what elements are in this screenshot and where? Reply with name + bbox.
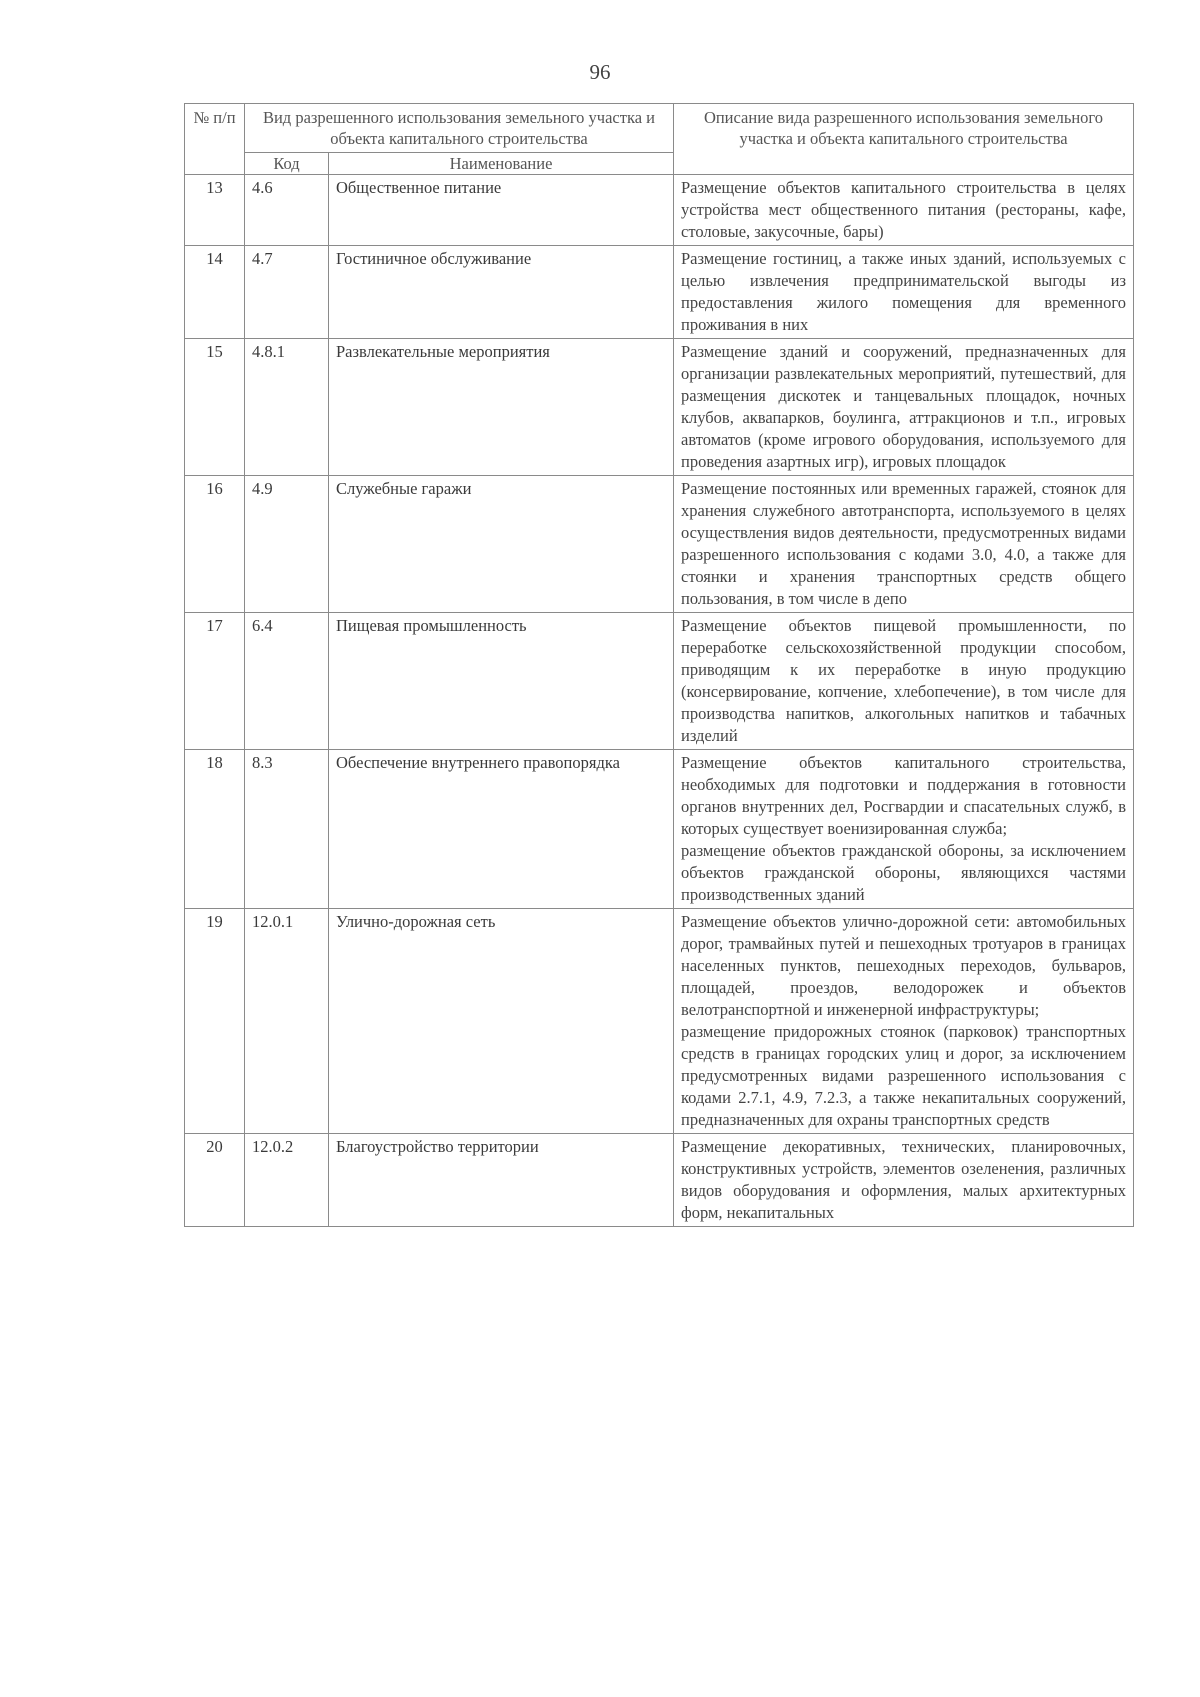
description-paragraph: Размещение декоративных, технических, планировочных, конструктивных устройств, элементов озеленения, различных видов оборудования и оформления, малых архитектурных форм, некапитальных	[681, 1137, 1126, 1222]
use-code: 4.8.1	[245, 339, 329, 476]
row-number: 18	[185, 750, 245, 909]
use-description	[674, 476, 1134, 613]
use-description	[674, 613, 1134, 750]
description-paragraph: Размещение постоянных или временных гаражей, стоянок для хранения служебного автотранспорта, используемого в целях осуществления видов деятельности, предусмотренных видами разрешенного использования с кодами 3.0, 4.0, а также для стоянки и хранения транспортных средств общего пользования, в том числе в депо	[681, 479, 1126, 608]
row-number: 17	[185, 613, 245, 750]
description-paragraph: Размещение гостиниц, а также иных зданий, используемых с целью извлечения предпринимательской выгоды из предоставления жилого помещения для временного проживания в них	[681, 249, 1126, 334]
description-paragraph: размещение придорожных стоянок (парковок) транспортных средств в границах городских улиц и дорог, за исключением предусмотренных видами разрешенного использования с кодами 2.7.1, 4.9, 7.2.3, а также некапитальных сооружений, предназначенных для охраны транспортных средств	[681, 1022, 1126, 1129]
use-description	[674, 750, 1134, 909]
description-paragraph: Размещение зданий и сооружений, предназначенных для организации развлекательных мероприятий, путешествий, для размещения дискотек и танцевальных площадок, ночных клубов, аквапарков, боулинга, аттракционов и т.п., игровых автоматов (кроме игрового оборудования, используемого для проведения азартных игр), игровых площадок	[681, 342, 1126, 471]
land-use-table	[184, 103, 1134, 1227]
use-name: Пищевая промышленность	[329, 613, 674, 750]
table-row	[185, 339, 1134, 476]
description-paragraph: Размещение объектов капитального строительства в целях устройства мест общественного питания (рестораны, кафе, столовые, закусочные, бары)	[681, 178, 1126, 241]
use-description	[674, 246, 1134, 339]
row-number: 20	[185, 1134, 245, 1227]
use-name: Развлекательные мероприятия	[329, 339, 674, 476]
table-header-row	[185, 104, 1134, 153]
row-number: 19	[185, 909, 245, 1134]
use-name: Благоустройство территории	[329, 1134, 674, 1227]
use-code: 12.0.2	[245, 1134, 329, 1227]
description-paragraph: Размещение объектов капитального строительства, необходимых для подготовки и поддержания в готовности органов внутренних дел, Росгвардии и спасательных служб, в которых существует военизированная служба;	[681, 753, 1126, 838]
table-row	[185, 175, 1134, 246]
description-paragraph: Размещение объектов пищевой промышленности, по переработке сельскохозяйственной продукции способом, приводящим к их переработке в иную продукцию (консервирование, копчение, хлебопечение), в том числе для производства напитков, алкогольных напитков и табачных изделий	[681, 616, 1126, 745]
row-number: 14	[185, 246, 245, 339]
use-name: Улично-дорожная сеть	[329, 909, 674, 1134]
use-description	[674, 339, 1134, 476]
header-name: Наименование	[329, 153, 674, 175]
table-row	[185, 1134, 1134, 1227]
use-name: Гостиничное обслуживание	[329, 246, 674, 339]
table-row	[185, 750, 1134, 909]
use-code: 4.6	[245, 175, 329, 246]
use-code: 4.9	[245, 476, 329, 613]
header-code: Код	[245, 153, 329, 175]
header-use-type: Вид разрешенного использования земельного участка и объекта капитального строительства	[245, 104, 674, 153]
table-row	[185, 909, 1134, 1134]
description-paragraph: Размещение объектов улично-дорожной сети: автомобильных дорог, трамвайных путей и пешеходных тротуаров в границах населенных пунктов, пешеходных переходов, бульваров, площадей, проездов, велодорожек и объектов велотранспортной и инженерной инфраструктуры;	[681, 912, 1126, 1019]
use-description	[674, 909, 1134, 1134]
page-number: 96	[589, 60, 611, 84]
row-number: 16	[185, 476, 245, 613]
description-paragraph: размещение объектов гражданской обороны, за исключением объектов гражданской обороны, являющихся частями производственных зданий	[681, 841, 1126, 904]
header-num: № п/п	[185, 104, 245, 175]
row-number: 13	[185, 175, 245, 246]
table-row	[185, 476, 1134, 613]
use-code: 8.3	[245, 750, 329, 909]
use-name: Служебные гаражи	[329, 476, 674, 613]
use-code: 4.7	[245, 246, 329, 339]
use-name: Общественное питание	[329, 175, 674, 246]
table-row	[185, 246, 1134, 339]
header-description: Описание вида разрешенного использования земельного участка и объекта капитального строительства	[674, 104, 1134, 175]
use-name: Обеспечение внутреннего правопорядка	[329, 750, 674, 909]
row-number: 15	[185, 339, 245, 476]
use-description	[674, 175, 1134, 246]
table-row	[185, 613, 1134, 750]
use-code: 6.4	[245, 613, 329, 750]
use-description	[674, 1134, 1134, 1227]
use-code: 12.0.1	[245, 909, 329, 1134]
